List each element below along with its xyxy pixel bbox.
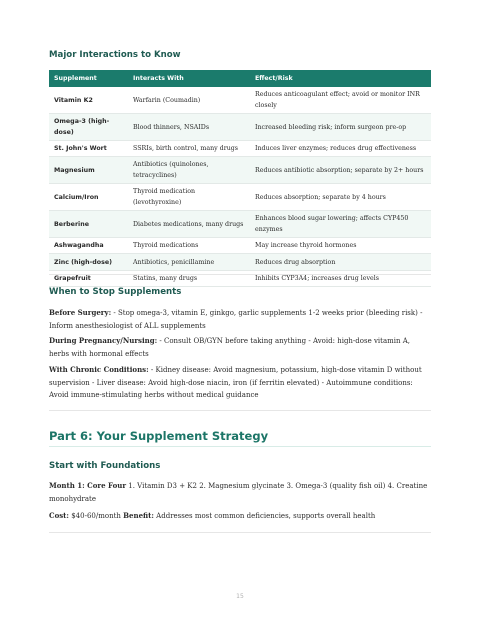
label-benefit: Benefit: bbox=[123, 511, 154, 520]
cell-effect-risk: Reduces anticoagulant effect; avoid or monitor INR closely bbox=[250, 87, 431, 114]
cell-supplement: Vitamin K2 bbox=[49, 87, 128, 114]
column-header-effect-risk: Effect/Risk bbox=[250, 70, 431, 87]
cell-interacts-with: Blood thinners, NSAIDs bbox=[128, 114, 250, 141]
cell-interacts-with: Thyroid medications bbox=[128, 238, 250, 254]
cell-effect-risk: May increase thyroid hormones bbox=[250, 238, 431, 254]
cell-supplement: Calcium/Iron bbox=[49, 184, 128, 211]
table-row bbox=[49, 271, 431, 287]
paragraph-pregnancy bbox=[49, 335, 431, 360]
text-month1: 1. Vitamin D3 + K2 2. Magnesium glycinate 3. Omega-3 (quality fish oil) 4. Creatine monohydrate bbox=[49, 482, 428, 503]
cell-supplement: Ashwagandha bbox=[49, 238, 128, 254]
divider bbox=[49, 410, 431, 411]
text-before-surgery: - Stop omega-3, vitamin E, ginkgo, garlic supplements 1-2 weeks prior (bleeding risk) - Inform anesthesiologist of ALL supplements bbox=[49, 309, 423, 330]
text-pregnancy: - Consult OB/GYN before taking anything - Avoid: high-dose vitamin A, herbs with hormonal effects bbox=[49, 337, 411, 358]
label-pregnancy: During Pregnancy/Nursing: bbox=[49, 336, 158, 345]
cell-supplement: Omega-3 (high-dose) bbox=[49, 114, 128, 141]
paragraph-month1 bbox=[49, 480, 431, 505]
cell-supplement: Magnesium bbox=[49, 157, 128, 184]
part-title: Part 6: Your Supplement Strategy bbox=[49, 429, 269, 443]
column-header-interacts-with: Interacts With bbox=[128, 70, 250, 87]
label-chronic-conditions: With Chronic Conditions: bbox=[49, 365, 149, 374]
paragraph-before-surgery bbox=[49, 307, 431, 332]
label-month1: Month 1: Core Four bbox=[49, 481, 127, 490]
table-row bbox=[49, 87, 431, 114]
title-underline bbox=[49, 446, 431, 447]
cell-effect-risk: Reduces antibiotic absorption; separate by 2+ hours bbox=[250, 157, 431, 184]
divider bbox=[49, 274, 431, 275]
cell-interacts-with: Antibiotics, penicillamine bbox=[128, 254, 250, 271]
cell-supplement: Zinc (high-dose) bbox=[49, 254, 128, 271]
text-chronic-conditions: - Kidney disease: Avoid magnesium, potassium, high-dose vitamin D without supervision - Liver disease: Avoid high-dose niacin, iron (if ferritin elevated) - Autoimmune conditions: Avoid immune-stimulating herbs without medical guidance bbox=[49, 366, 422, 399]
divider bbox=[49, 532, 431, 533]
table-row bbox=[49, 238, 431, 254]
table-header-row bbox=[49, 70, 431, 87]
label-cost: Cost: bbox=[49, 511, 69, 520]
label-before-surgery: Before Surgery: bbox=[49, 308, 112, 317]
column-header-supplement: Supplement bbox=[49, 70, 128, 87]
table-row bbox=[49, 184, 431, 211]
section-heading-interactions: Major Interactions to Know bbox=[49, 50, 181, 60]
cell-effect-risk: Reduces absorption; separate by 4 hours bbox=[250, 184, 431, 211]
cell-effect-risk: Reduces drug absorption bbox=[250, 254, 431, 271]
table-row bbox=[49, 114, 431, 141]
cell-interacts-with: SSRIs, birth control, many drugs bbox=[128, 141, 250, 157]
cell-supplement: Grapefruit bbox=[49, 271, 128, 287]
cell-effect-risk: Increased bleeding risk; inform surgeon pre-op bbox=[250, 114, 431, 141]
table-row bbox=[49, 211, 431, 238]
cell-interacts-with: Antibiotics (quinolones, tetracyclines) bbox=[128, 157, 250, 184]
section-heading-when-to-stop: When to Stop Supplements bbox=[49, 287, 182, 297]
table-row bbox=[49, 157, 431, 184]
cell-effect-risk: Enhances blood sugar lowering; affects CYP450 enzymes bbox=[250, 211, 431, 238]
table-row bbox=[49, 141, 431, 157]
cell-supplement: Berberine bbox=[49, 211, 128, 238]
cell-supplement: St. John's Wort bbox=[49, 141, 128, 157]
cell-interacts-with: Thyroid medication (levothyroxine) bbox=[128, 184, 250, 211]
cell-effect-risk: Inhibits CYP3A4; increases drug levels bbox=[250, 271, 431, 287]
cell-interacts-with: Warfarin (Coumadin) bbox=[128, 87, 250, 114]
interactions-table bbox=[49, 70, 431, 287]
text-cost: $40-60/month bbox=[69, 512, 124, 520]
paragraph-cost-benefit bbox=[49, 510, 431, 523]
cell-effect-risk: Induces liver enzymes; reduces drug effectiveness bbox=[250, 141, 431, 157]
text-benefit: Addresses most common deficiencies, supports overall health bbox=[153, 512, 376, 520]
cell-interacts-with: Statins, many drugs bbox=[128, 271, 250, 287]
section-heading-foundations: Start with Foundations bbox=[49, 461, 161, 471]
paragraph-chronic-conditions bbox=[49, 364, 431, 402]
page-number: 15 bbox=[236, 593, 244, 600]
table-row bbox=[49, 254, 431, 271]
cell-interacts-with: Diabetes medications, many drugs bbox=[128, 211, 250, 238]
